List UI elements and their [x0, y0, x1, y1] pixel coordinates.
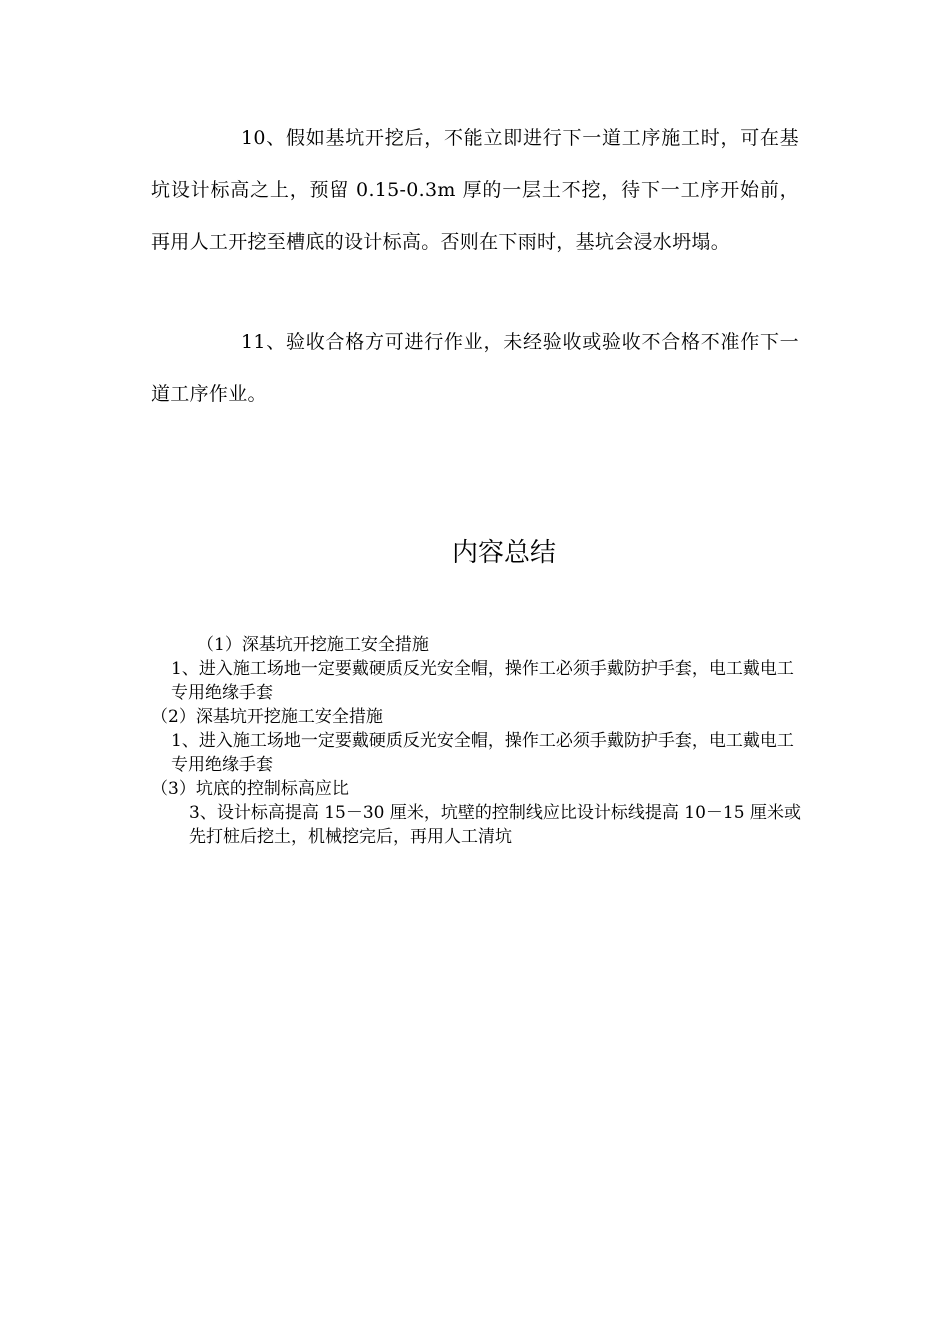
- summary-heading-2: （2）深基坑开挖施工安全措施: [151, 707, 383, 727]
- summary-section: [151, 633, 801, 849]
- paragraph-10: 10、假如基坑开挖后，不能立即进行下一道工序施工时，可在基坑设计标高之上，预留 0.15-0.3m 厚的一层土不挖，待下一工序开始前，再用人工开挖至槽底的设计标高。否则在下雨时，基坑会浸水坍塌。: [151, 127, 799, 253]
- summary-item-3: 3、设计标高提高 15－30 厘米，坑壁的控制线应比设计标线提高 10－15 厘米或先打桩后挖土，机械挖完后，再用人工清坑: [189, 803, 801, 847]
- summary-item-2: 1、进入施工场地一定要戴硬质反光安全帽，操作工必须手戴防护手套，电工戴电工专用绝缘手套: [171, 731, 794, 775]
- summary-title: 内容总结: [451, 538, 556, 568]
- summary-item-1: 1、进入施工场地一定要戴硬质反光安全帽，操作工必须手戴防护手套，电工戴电工专用绝缘手套: [171, 659, 794, 703]
- summary-heading-1: （1）深基坑开挖施工安全措施: [197, 635, 429, 655]
- summary-heading-3: （3）坑底的控制标高应比: [151, 779, 349, 799]
- paragraph-11: 11、验收合格方可进行作业，未经验收或验收不合格不准作下一道工序作业。: [151, 331, 799, 405]
